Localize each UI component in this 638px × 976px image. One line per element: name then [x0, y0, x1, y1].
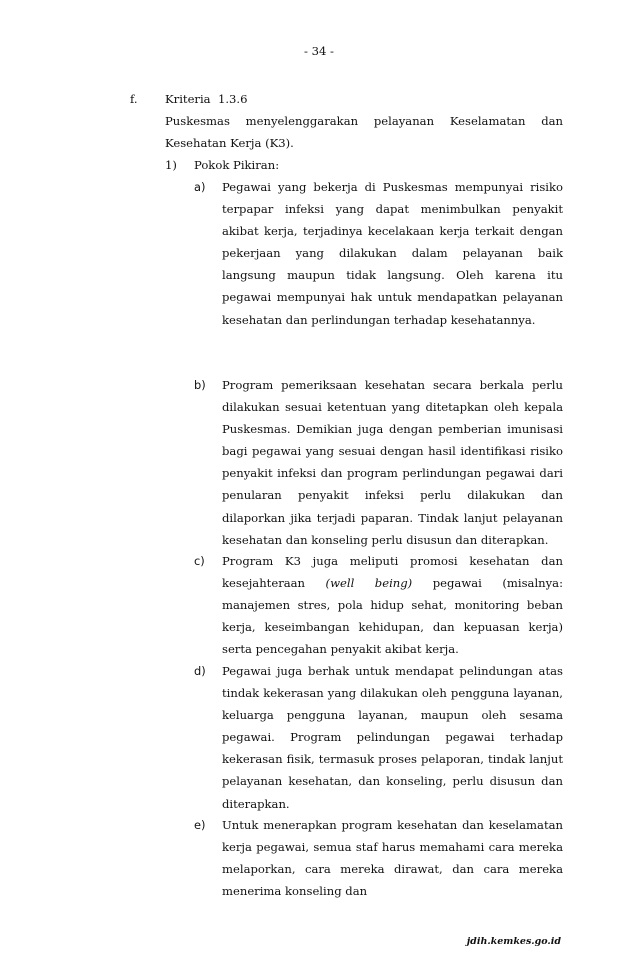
list-item-text-part: pegawai (misalnya: manajemen stres, pola hidup sehat, monitoring beban kerja, keseimbangan kehidupan, dan kepuasan kerja) serta pencegahan penyakit akibat kerja.: [222, 576, 563, 657]
list-item-label: e): [194, 818, 206, 832]
section-intro: Puskesmas menyelenggarakan pelayanan Keselamatan dan Kesehatan Kerja (K3).: [165, 114, 563, 150]
list-item-text-part: Program K3 juga meliputi promosi kesehatan dan kesejahteraan: [222, 554, 563, 591]
section-label: f.: [130, 92, 138, 106]
list-item-text: Program pemeriksaan kesehatan secara berkala perlu dilakukan sesuai ketentuan yang ditetapkan oleh kepala Puskesmas. Demikian juga dengan pemberian imunisasi bagi pegawai yang sesuai dengan hasil identifikasi risiko penyakit infeksi dan program perlindungan pegawai dari penularan penyakit infeksi perlu dilakukan dan dilaporkan jika terjadi paparan. Tindak lanjut pelayanan kesehatan dan konseling perlu disusun dan diterapkan.: [222, 378, 563, 547]
footer-source: jdih.kemkes.go.id: [466, 936, 561, 947]
section-title: Kriteria 1.3.6: [165, 92, 248, 106]
list-item-label: a): [194, 180, 206, 194]
list-item-label: b): [194, 378, 206, 392]
list-item-label: c): [194, 554, 205, 568]
subsection-title: Pokok Pikiran:: [194, 158, 280, 172]
list-item-text-italic: (well being): [325, 576, 413, 591]
subsection-number: 1): [165, 158, 177, 172]
list-item-text: [222, 550, 563, 660]
list-item-text: Pegawai yang bekerja di Puskesmas mempunyai risiko terpapar infeksi yang dapat menimbulkan penyakit akibat kerja, terjadinya kecelakaan kerja terkait dengan pekerjaan yang dilakukan dalam pelayanan baik langsung maupun tidak langsung. Oleh karena itu pegawai mempunyai hak untuk mendapatkan pelayanan kesehatan dan perlindungan terhadap kesehatannya.: [222, 180, 563, 327]
list-item-text: Pegawai juga berhak untuk mendapat pelindungan atas tindak kekerasan yang dilakukan oleh pengguna layanan, keluarga pengguna layanan, maupun oleh sesama pegawai. Program pelindungan pegawai terhadap kekerasan fisik, termasuk proses pelaporan, tindak lanjut pelayanan kesehatan, dan konseling, perlu disusun dan diterapkan.: [222, 664, 563, 811]
list-item-label: d): [194, 664, 206, 678]
page-number: - 34 -: [304, 44, 334, 58]
list-item-text: Untuk menerapkan program kesehatan dan keselamatan kerja pegawai, semua staf harus memahami cara mereka melaporkan, cara mereka dirawat, dan cara mereka menerima konseling dan: [222, 818, 563, 899]
